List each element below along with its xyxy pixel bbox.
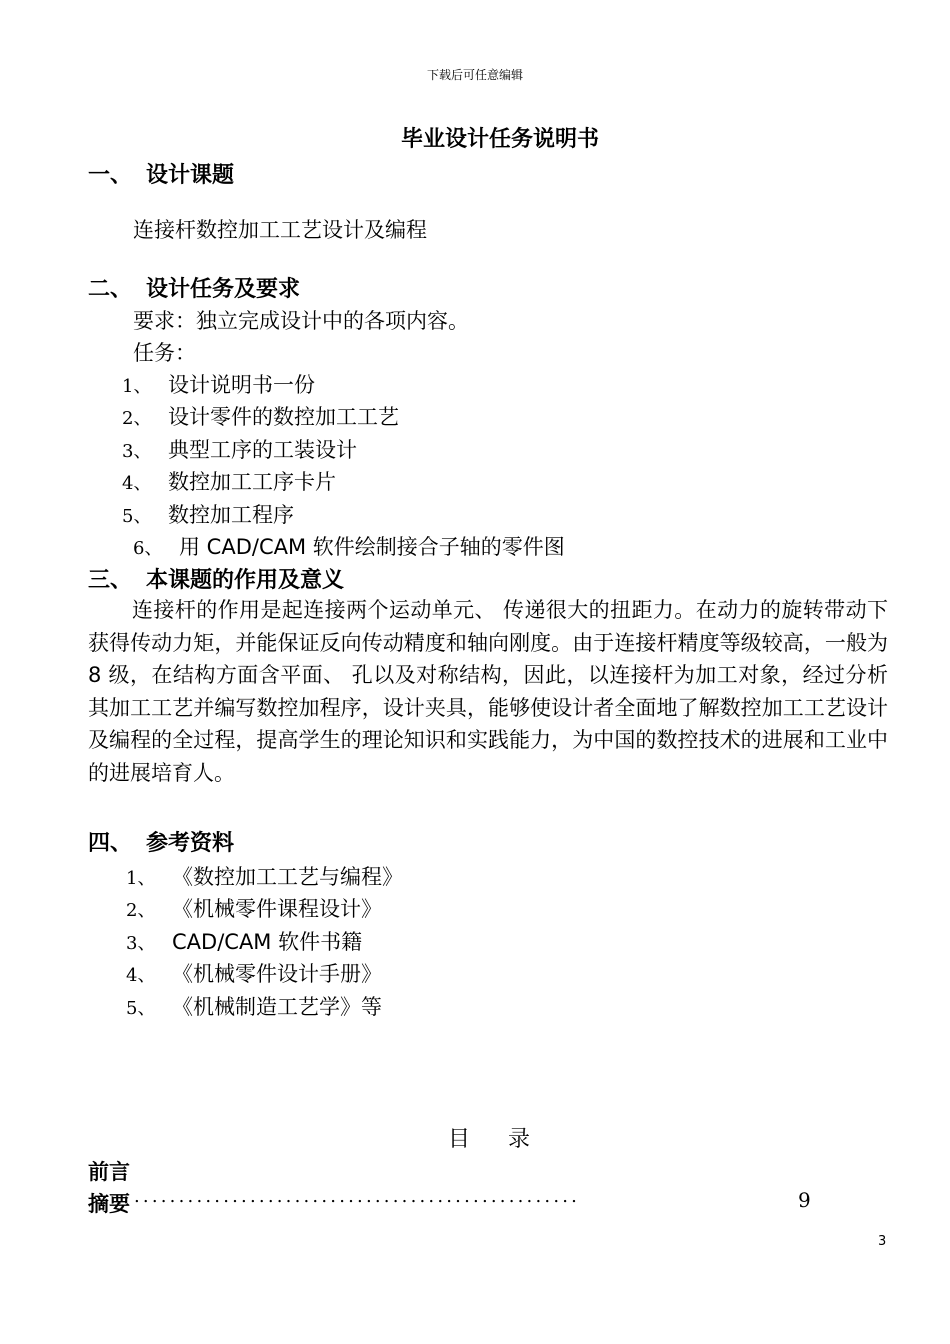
list-number: 2、 (126, 900, 156, 921)
significance-paragraph: 连接杆的作用是起连接两个运动单元、 传递很大的扭距力。在动力的旋转带动下获得传动力矩，并能保证反向传动精度和轴向刚度。由于连接杆精度等级较高，一般为 8 级，在结构方面含平面、 孔以及对称结构，因此，以连接杆为加工对象，经过分析其加工工艺并编写数控加程序，设计夹具，能够使设计者全面地了解数控加工工艺设计及编程的全过程，提高学生的理论知识和实践能力，为中国的数控技术的进展和工业中的进展培育人。 (88, 598, 888, 785)
section-number: 三、 (88, 568, 133, 593)
section-heading-3 (88, 563, 344, 594)
list-text: CAD/CAM 软件书籍 (172, 930, 363, 954)
section-heading-2 (88, 272, 300, 303)
section-number: 四、 (88, 831, 133, 856)
list-number: 6、 (133, 538, 163, 559)
list-number: 1、 (126, 868, 156, 889)
reference-item-4 (126, 958, 382, 988)
toc-title: 目录 (448, 1127, 569, 1152)
list-number: 5、 (122, 506, 152, 527)
section-title: 本课题的作用及意义 (146, 568, 345, 593)
list-number: 1、 (122, 376, 152, 397)
topic-text: 连接杆数控加工工艺设计及编程 (133, 218, 427, 242)
toc-entry-abstract[interactable]: 摘要 (88, 1192, 130, 1216)
reference-item-1 (126, 861, 403, 891)
toc-entry-preface[interactable]: 前言 (88, 1160, 130, 1184)
task-item-5 (122, 499, 294, 529)
requirement-text: 要求：独立完成设计中的各项内容。 (133, 309, 469, 333)
list-number: 4、 (122, 473, 152, 494)
page-header: 下载后可任意编辑 (426, 68, 523, 82)
reference-item-2 (126, 893, 382, 923)
task-item-2 (122, 401, 399, 431)
list-text: 设计说明书一份 (168, 373, 315, 397)
document-title: 毕业设计任务说明书 (400, 127, 599, 152)
page-number: 3 (878, 1234, 887, 1249)
section-heading-1 (88, 158, 234, 189)
list-text: 典型工序的工装设计 (168, 438, 357, 462)
task-item-4 (122, 466, 336, 496)
list-text: 《机械零件设计手册》 (172, 962, 382, 986)
list-text: 《机械零件课程设计》 (172, 897, 382, 921)
toc-page-number: 9 (798, 1188, 811, 1212)
section-number: 一、 (88, 163, 133, 188)
section-title: 设计任务及要求 (146, 277, 301, 302)
section-title: 参考资料 (146, 831, 235, 856)
task-item-6 (133, 531, 565, 561)
section-heading-4 (88, 826, 234, 857)
list-text: 《数控加工工艺与编程》 (172, 865, 403, 889)
list-text: 《机械制造工艺学》等 (172, 995, 382, 1019)
section-number: 二、 (88, 277, 133, 302)
list-number: 4、 (126, 965, 156, 986)
section-title: 设计课题 (146, 163, 235, 188)
list-text: 数控加工程序 (168, 503, 294, 527)
list-number: 5、 (126, 998, 156, 1019)
list-text: 用 CAD/CAM 软件绘制接合子轴的零件图 (179, 535, 565, 559)
reference-item-5 (126, 991, 382, 1021)
list-text: 数控加工工序卡片 (168, 470, 336, 494)
reference-item-3 (126, 926, 362, 956)
list-number: 2、 (122, 408, 152, 429)
list-text: 设计零件的数控加工工艺 (168, 405, 399, 429)
list-number: 3、 (126, 933, 156, 954)
list-number: 3、 (122, 441, 152, 462)
task-item-1 (122, 369, 315, 399)
task-label: 任务： (133, 341, 196, 365)
task-item-3 (122, 434, 357, 464)
toc-leader-dots: .................................................. (134, 1186, 581, 1207)
